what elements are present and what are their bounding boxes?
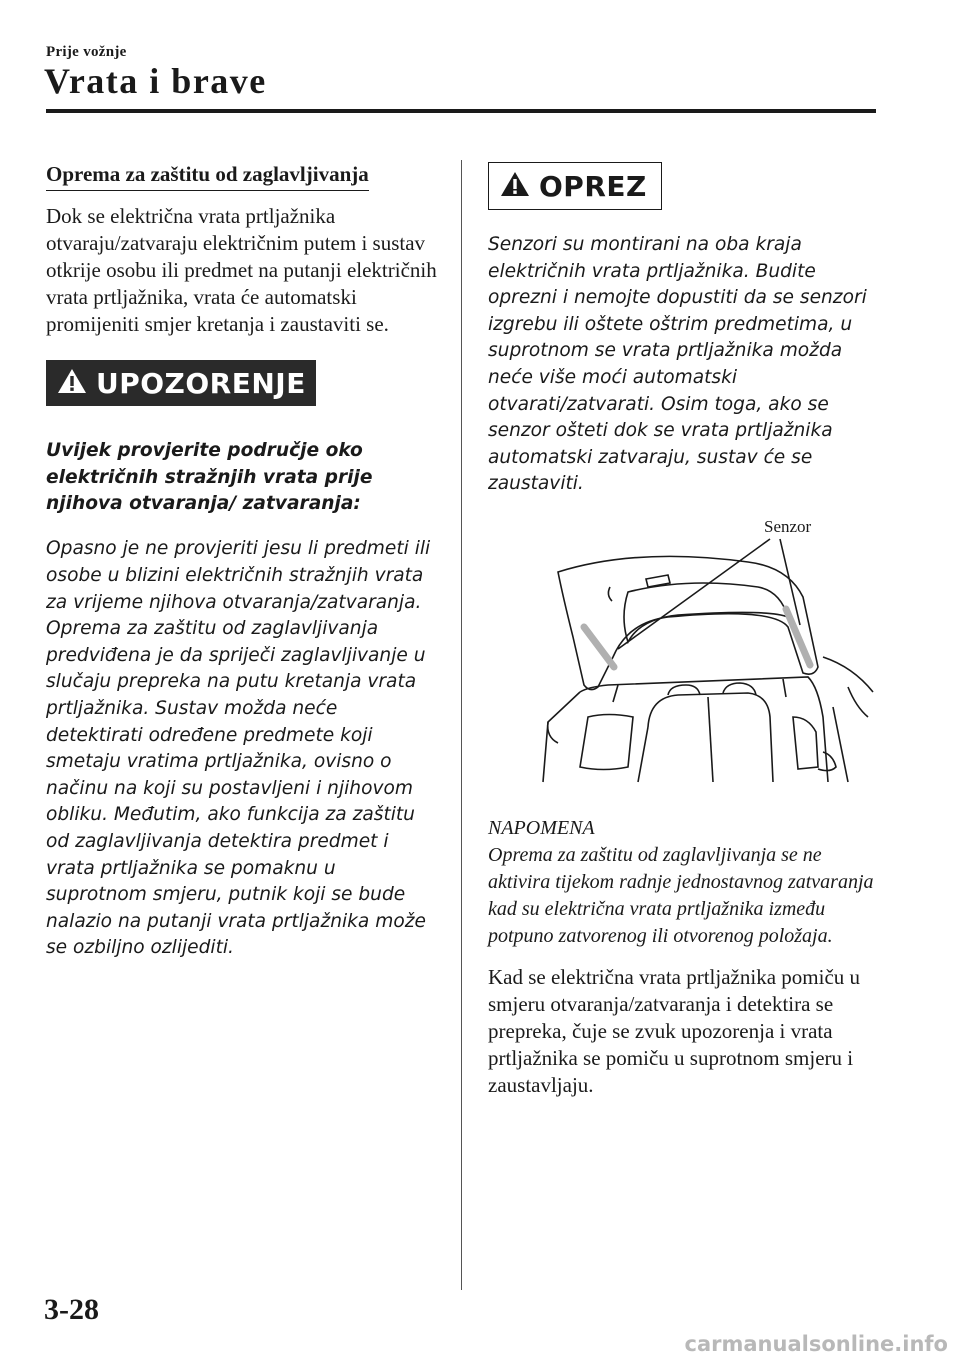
caution-badge — [488, 162, 662, 210]
note-text: Oprema za zaštitu od zaglavljivanja se ne aktivira tijekom radnje jednostavnog zatvaranja kad su električna vrata prtljažnika između potpuno zatvorenog ili otvorenog položaja. — [488, 843, 874, 947]
column-divider — [461, 160, 462, 1290]
body-paragraph: Kad se električna vrata prtljažnika pomiču u smjeru otvaranja/zatvaranja i detektira se prepreka, čuje se zvuk upozorenja i vrata prtljažnika se pomiču u suprotnom smjeru i zaustavljaju. — [488, 964, 861, 1097]
caution-label: OPREZ — [539, 169, 647, 203]
warning-text: Opasno je ne provjeriti jesu li predmeti ili osobe u blizini električnih stražnjih vrata za vrijeme njihova otvaranja/zatvaranja. Oprema za zaštitu od zaglavljivanja predviđena je da spriječi zaglavljivanje u slučaju prepreka na putu kretanja vrata prtljažnika. Sustav možda neće detektirati određene predmete koji smetaju vratima prtljažnika, ovisno o načinu na koji su postavljeni i njihovom obliku. Međutim, ako funkcija za zaštitu od zaglavljivanja detektira predmet i vrata prtljažnika se pomaknu u suprotnom smjeru, putnik koji se bude nalazio na putanji vrata prtljažnika može se ozbiljno ozlijediti. — [46, 538, 431, 959]
caution-triangle-icon — [499, 170, 531, 203]
warning-triangle-icon — [56, 367, 88, 400]
watermark: carmanualsonline.info — [684, 1332, 948, 1356]
tailgate-illustration — [518, 517, 878, 787]
tailgate-figure — [518, 517, 878, 787]
warning-label: UPOZORENJE — [96, 366, 306, 400]
right-column — [488, 162, 888, 1099]
warning-title: Uvijek provjerite područje oko električnih stražnjih vrata prije njihova otvaranja/ zatvaranja: — [46, 440, 373, 515]
intro-paragraph: Dok se električna vrata prtljažnika otvaraju/zatvaraju električnim putem i sustav otkrije osobu ili predmet na putanji električnih vrata prtljažnika, vrata će automatski promijeniti smjer kretanja i zaustaviti se. — [46, 204, 437, 336]
header-rule — [46, 109, 876, 113]
section-label: Prije vožnje — [46, 44, 127, 60]
note-title: NAPOMENA — [488, 816, 595, 839]
chapter-title: Vrata i brave — [44, 61, 267, 101]
warning-badge — [46, 360, 316, 406]
caution-text: Senzori su montirani na oba kraja električnih vrata prtljažnika. Budite oprezni i nemojte dopustiti da se senzori izgrebu ili oštete oštrim predmetima, u suprotnom se vrata prtljažnika možda neće više moći automatski otvarati/zatvarati. Osim toga, ako se senzor ošteti dok se vrata prtljažnika automatski zatvaraju, sustav će se zaustaviti. — [488, 234, 867, 495]
left-column — [46, 162, 438, 980]
page-number: 3-28 — [44, 1293, 99, 1326]
sensor-label: Senzor — [764, 516, 812, 536]
section-heading: Oprema za zaštitu od zaglavljivanja — [46, 162, 369, 191]
